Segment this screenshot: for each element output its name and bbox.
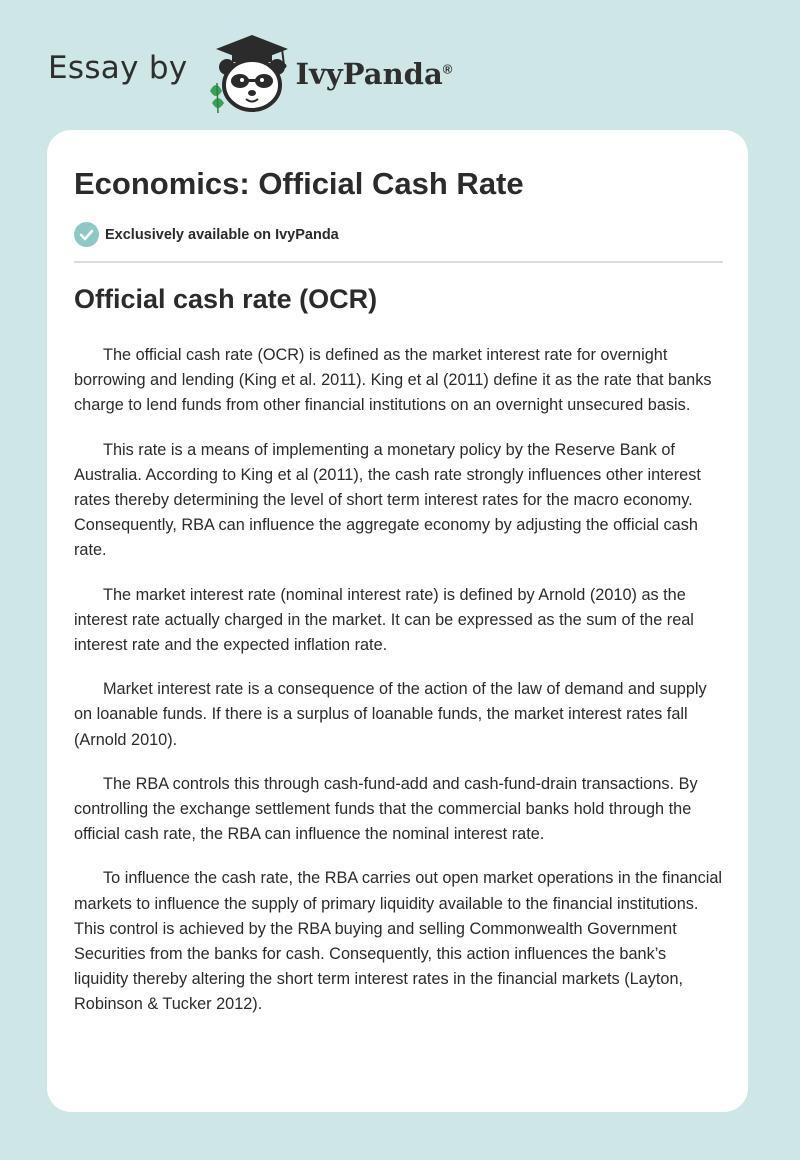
paragraph: The market interest rate (nominal interest rate) is defined by Arnold (2010) as the interest rate actually charged in the market. It can be expressed as the sum of the real interest rate and the expected inflation rate. — [74, 585, 694, 655]
site-header — [48, 28, 452, 118]
exclusive-badge-text: Exclusively available on IvyPanda — [105, 226, 339, 243]
check-circle-icon — [74, 222, 99, 247]
title-divider — [74, 261, 723, 263]
page-title: Economics: Official Cash Rate — [74, 166, 524, 201]
exclusive-badge — [74, 222, 339, 247]
paragraph: The RBA controls this through cash-fund-add and cash-fund-drain transactions. By controlling the exchange settlement funds that the commercial banks hold through the official cash rate, the RBA can influence the nominal interest rate. — [74, 774, 698, 844]
article-body — [74, 343, 724, 1037]
paragraph: The official cash rate (OCR) is defined as the market interest rate for overnight borrowing and lending (King et al. 2011). King et al (2011) define it as the rate that banks charge to lend funds from other financial institutions on an overnight unsecured basis. — [74, 346, 712, 415]
paragraph: Market interest rate is a consequence of the action of the law of demand and supply on loanable funds. If there is a surplus of loanable funds, the market interest rates fall (Arnold 2010). — [74, 680, 707, 749]
section-title: Official cash rate (OCR) — [74, 284, 378, 314]
essay-by-label: Essay by — [48, 50, 188, 86]
brand-name[interactable]: IvyPanda® — [295, 57, 453, 91]
paragraph: This rate is a means of implementing a monetary policy by the Reserve Bank of Australia. According to King et al (2011), the cash rate strongly influences other interest rates thereby determining the level of short term interest rates for the macro economy. Consequently, RBA can influence the aggregate economy by adjusting the official cash rate. — [74, 440, 701, 560]
panda-graduate-logo-icon[interactable] — [202, 31, 294, 115]
essay-card — [47, 130, 748, 1112]
registered-mark: ® — [442, 61, 453, 77]
paragraph: To influence the cash rate, the RBA carries out open market operations in the financial markets to influence the supply of primary liquidity available to the financial institutions. This control is achieved by the RBA buying and selling Commonwealth Government Securities from the banks for cash. Consequently, this action influences the bank’s liquidity thereby altering the short term interest rates in the financial markets (Layton, Robinson & Tucker 2012). — [74, 869, 723, 1014]
